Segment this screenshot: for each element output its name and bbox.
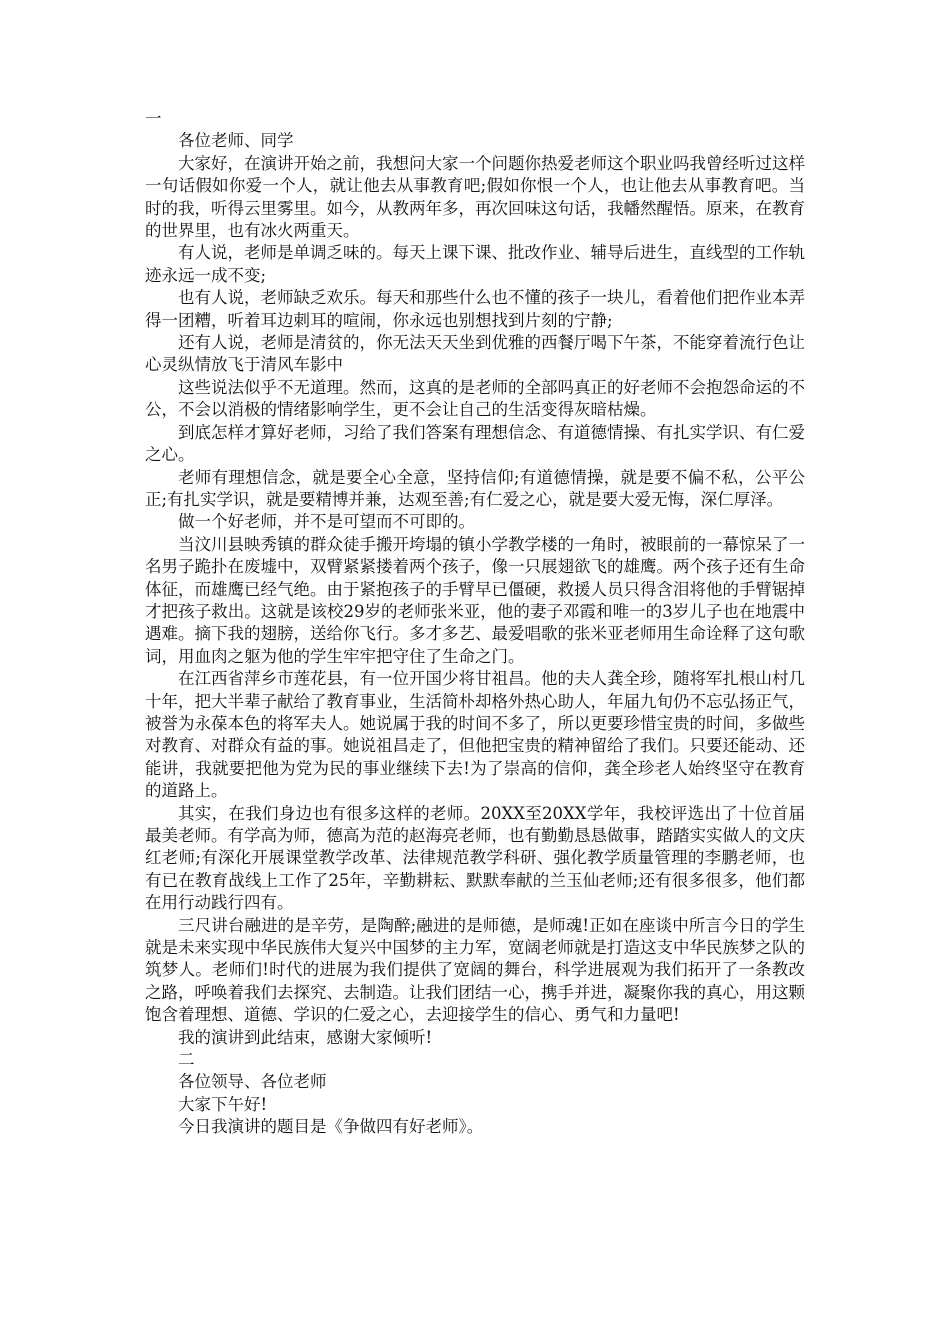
salutation: 各位老师、同学	[178, 131, 294, 151]
paragraph: 老师有理想信念，就是要全心全意，坚持信仰;有道德情操，就是要不偏不私，公平公正;有扎实学识，就是要精博并兼，达观至善;有仁爱之心，就是要大爱无悔，深仁厚泽。	[145, 467, 805, 509]
paragraph: 有人说，老师是单调乏味的。每天上课下课、批改作业、辅导后进生，直线型的工作轨迹永远一成不变;	[145, 243, 805, 285]
paragraph: 在江西省萍乡市莲花县，有一位开国少将甘祖昌。他的夫人龚全珍，随将军扎根山村几十年，把大半辈子献给了教育事业，生活简朴却格外热心助人，年届九旬仍不忘弘扬正气，被誉为永葆本色的将军夫人。她说属于我的时间不多了，所以更要珍惜宝贵的时间，多做些对教育、对群众有益的事。她说祖昌走了，但他把宝贵的精神留给了我们。只要还能动、还能讲，我就要把他为党为民的事业继续下去!为了崇高的信仰，龚全珍老人始终坚守在教育的道路上。	[145, 669, 805, 801]
closing-line: 我的演讲到此结束，感谢大家倾听!	[178, 1027, 433, 1047]
paragraph: 今日我演讲的题目是《争做四有好老师》。	[178, 1117, 484, 1137]
paragraph: 三尺讲台融进的是辛劳，是陶醉;融进的是师德，是师魂!正如在座谈中所言今日的学生就是未来实现中华民族伟大复兴中国梦的主力军，宽阔老师就是打造这支中华民族梦之队的筑梦人。老师们!时代的进展为我们提供了宽阔的舞台，科学进展观为我们拓开了一条教改之路，呼唤着我们去探究、去制造。让我们团结一心，携手并进，凝聚你我的真心，用这颗饱含着理想、道德、学识的仁爱之心，去迎接学生的信心、勇气和力量吧!	[145, 915, 805, 1025]
paragraph: 这些说法似乎不无道理。然而，这真的是老师的全部吗真正的好老师不会抱怨命运的不公，不会以消极的情绪影响学生，更不会让自己的生活变得灰暗枯燥。	[145, 377, 805, 420]
section-number-1: 一	[145, 109, 162, 128]
salutation: 各位领导、各位老师	[178, 1072, 327, 1092]
greeting: 大家下午好!	[178, 1094, 268, 1114]
paragraph: 也有人说，老师缺乏欢乐。每天和那些什么也不懂的孩子一块儿，看着他们把作业本弄得一团糟，听着耳边刺耳的喧闹，你永远也别想找到片刻的宁静;	[145, 288, 805, 330]
section-number-2: 二	[178, 1050, 195, 1070]
document-body	[145, 108, 805, 1139]
paragraph: 当汶川县映秀镇的群众徒手搬开垮塌的镇小学教学楼的一角时，被眼前的一幕惊呆了一名男子跪扑在废墟中，双臂紧紧搂着两个孩子，像一只展翅欲飞的雄鹰。两个孩子还有生命体征，而雄鹰已经气绝。由于紧抱孩子的手臂早已僵硬，救援人员只得含泪将他的手臂锯掉才把孩子救出。这就是该校29岁的老师张米亚，他的妻子邓霞和唯一的3岁儿子也在地震中遇难。摘下我的翅膀，送给你飞行。多才多艺、最爱唱歌的张米亚老师用生命诠释了这句歌词，用血肉之躯为他的学生牢牢把守住了生命之门。	[145, 534, 805, 666]
paragraph: 其实，在我们身边也有很多这样的老师。20XX至20XX学年，我校评选出了十位首届最美老师。有学高为师，德高为范的赵海亮老师，也有勤勤恳恳做事，踏踏实实做人的文庆红老师;有深化开展课堂教学改革、法律规范教学科研、强化教学质量管理的李鹏老师，也有已在教育战线上工作了25年，辛勤耕耘、默默奉献的兰玉仙老师;还有很多很多，他们都在用行动践行四有。	[145, 803, 805, 913]
paragraph: 大家好，在演讲开始之前，我想问大家一个问题你热爱老师这个职业吗我曾经听过这样一句话假如你爱一个人，就让他去从事教育吧;假如你恨一个人，也让他去从事教育吧。当时的我，听得云里雾里。如今，从教两年多，再次回味这句话，我幡然醒悟。原来，在教育的世界里，也有冰火两重天。	[145, 153, 805, 241]
paragraph: 还有人说，老师是清贫的，你无法天天坐到优雅的西餐厅喝下午茶，不能穿着流行色让心灵纵情放飞于清风车影中	[145, 333, 805, 375]
paragraph: 做一个好老师，并不是可望而不可即的。	[178, 512, 475, 532]
paragraph: 到底怎样才算好老师，习给了我们答案有理想信念、有道德情操、有扎实学识、有仁爱之心。	[145, 422, 805, 465]
